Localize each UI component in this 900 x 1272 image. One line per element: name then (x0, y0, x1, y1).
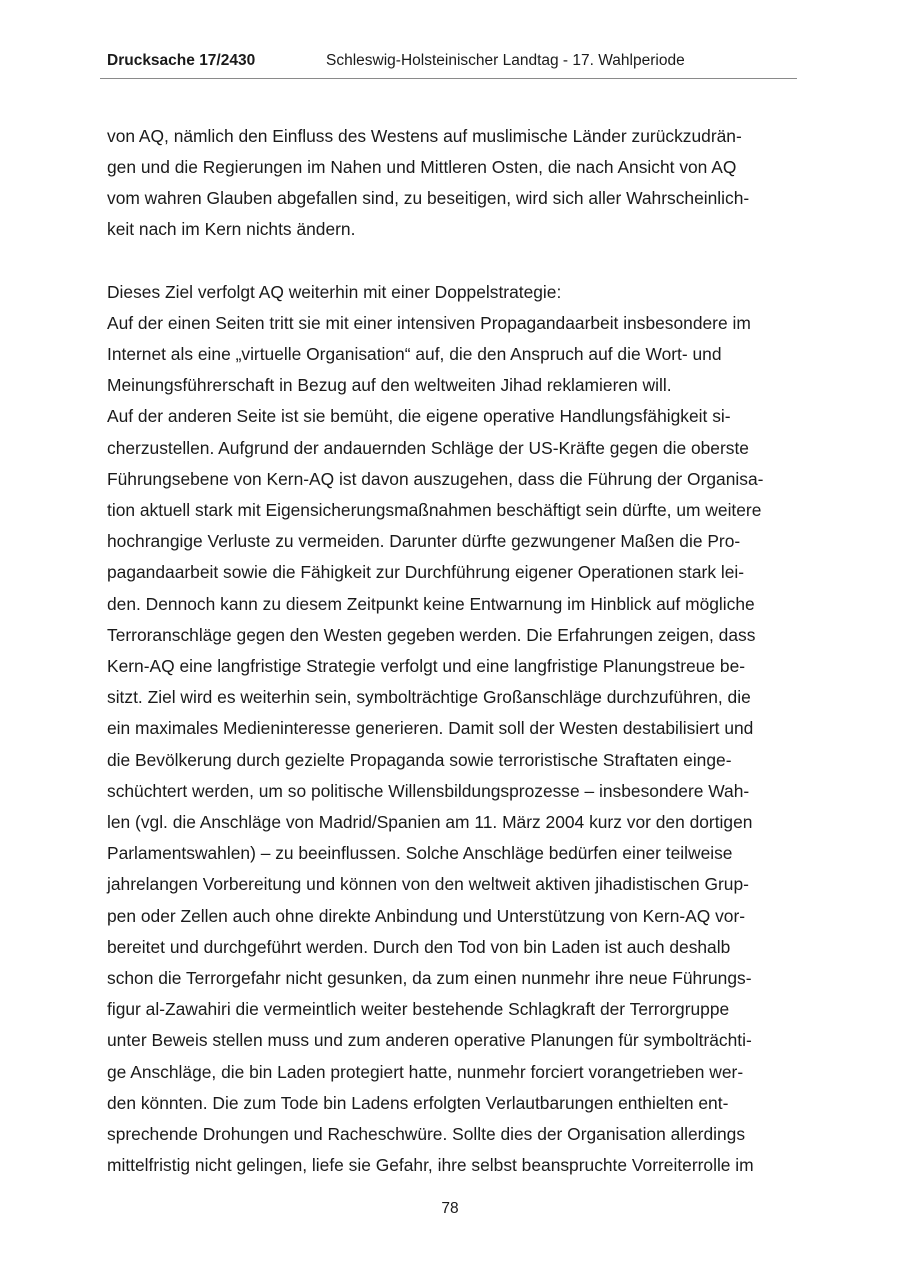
text-line: pagandaarbeit sowie die Fähigkeit zur Durchführung eigener Operationen stark lei- (107, 562, 745, 582)
text-line: Parlamentswahlen) – zu beeinflussen. Solche Anschläge bedürfen einer teilweise (107, 843, 733, 863)
text-line: von AQ, nämlich den Einfluss des Westens auf muslimische Länder zurückzudrän- (107, 126, 742, 146)
text-line: Kern-AQ eine langfristige Strategie verfolgt und eine langfristige Planungstreue be- (107, 656, 746, 676)
text-line: unter Beweis stellen muss und zum anderen operative Planungen für symbolträchti- (107, 1030, 752, 1050)
text-line: bereitet und durchgeführt werden. Durch den Tod von bin Laden ist auch deshalb (107, 937, 731, 957)
text-line: Auf der anderen Seite ist sie bemüht, die eigene operative Handlungsfähigkeit si- (107, 406, 731, 426)
text-line: Dieses Ziel verfolgt AQ weiterhin mit einer Doppelstrategie: (107, 282, 562, 302)
text-line: sprechende Drohungen und Racheschwüre. Sollte dies der Organisation allerdings (107, 1124, 746, 1144)
text-line: ein maximales Medieninteresse generieren. Damit soll der Westen destabilisiert und (107, 718, 754, 738)
text-line: Meinungsführerschaft in Bezug auf den weltweiten Jihad reklamieren will. (107, 375, 672, 395)
text-line: Internet als eine „virtuelle Organisation“ auf, die den Anspruch auf die Wort- und (107, 344, 722, 364)
text-line: figur al-Zawahiri die vermeintlich weiter bestehende Schlagkraft der Terrorgruppe (107, 999, 730, 1019)
text-line: Terroranschläge gegen den Westen gegeben werden. Die Erfahrungen zeigen, dass (107, 625, 756, 645)
parliament-title: Schleswig-Holsteinischer Landtag - 17. Wahlperiode (326, 52, 685, 69)
page-number: 78 (441, 1200, 459, 1217)
text-line: gen und die Regierungen im Nahen und Mittleren Osten, die nach Ansicht von AQ (107, 157, 737, 177)
text-line: schon die Terrorgefahr nicht gesunken, da zum einen nunmehr ihre neue Führungs- (107, 968, 752, 988)
text-line: pen oder Zellen auch ohne direkte Anbindung und Unterstützung von Kern-AQ vor- (107, 906, 746, 926)
text-line: Auf der einen Seiten tritt sie mit einer intensiven Propagandaarbeit insbesondere im (107, 313, 751, 333)
text-line: mittelfristig nicht gelingen, liefe sie Gefahr, ihre selbst beanspruchte Vorreiterrolle im (107, 1155, 754, 1175)
text-line: Führungsebene von Kern-AQ ist davon auszugehen, dass die Führung der Organisa- (107, 469, 764, 489)
text-line: len (vgl. die Anschläge von Madrid/Spanien am 11. März 2004 kurz vor den dortigen (107, 812, 753, 832)
text-line: sitzt. Ziel wird es weiterhin sein, symbolträchtige Großanschläge durchzuführen, die (107, 687, 751, 707)
text-line: die Bevölkerung durch gezielte Propaganda sowie terroristische Straftaten einge- (107, 750, 732, 770)
text-line: den könnten. Die zum Tode bin Ladens erfolgten Verlautbarungen enthielten ent- (107, 1093, 729, 1113)
text-line: vom wahren Glauben abgefallen sind, zu beseitigen, wird sich aller Wahrscheinlich- (107, 188, 750, 208)
text-line: schüchtert werden, um so politische Willensbildungsprozesse – insbesondere Wah- (107, 781, 750, 801)
page-header (100, 52, 797, 79)
text-line: keit nach im Kern nichts ändern. (107, 219, 356, 239)
text-line: den. Dennoch kann zu diesem Zeitpunkt keine Entwarnung im Hinblick auf mögliche (107, 594, 755, 614)
text-line: tion aktuell stark mit Eigensicherungsmaßnahmen beschäftigt sein dürfte, um weitere (107, 500, 762, 520)
text-line: hochrangige Verluste zu vermeiden. Darunter dürfte gezwungener Maßen die Pro- (107, 531, 741, 551)
text-line: cherzustellen. Aufgrund der andauernden Schläge der US-Kräfte gegen die oberste (107, 438, 749, 458)
text-line: ge Anschläge, die bin Laden protegiert hatte, nunmehr forciert vorangetrieben wer- (107, 1062, 744, 1082)
document-number: Drucksache 17/2430 (107, 52, 256, 69)
text-line: jahrelangen Vorbereitung und können von den weltweit aktiven jihadistischen Grup- (107, 874, 749, 894)
